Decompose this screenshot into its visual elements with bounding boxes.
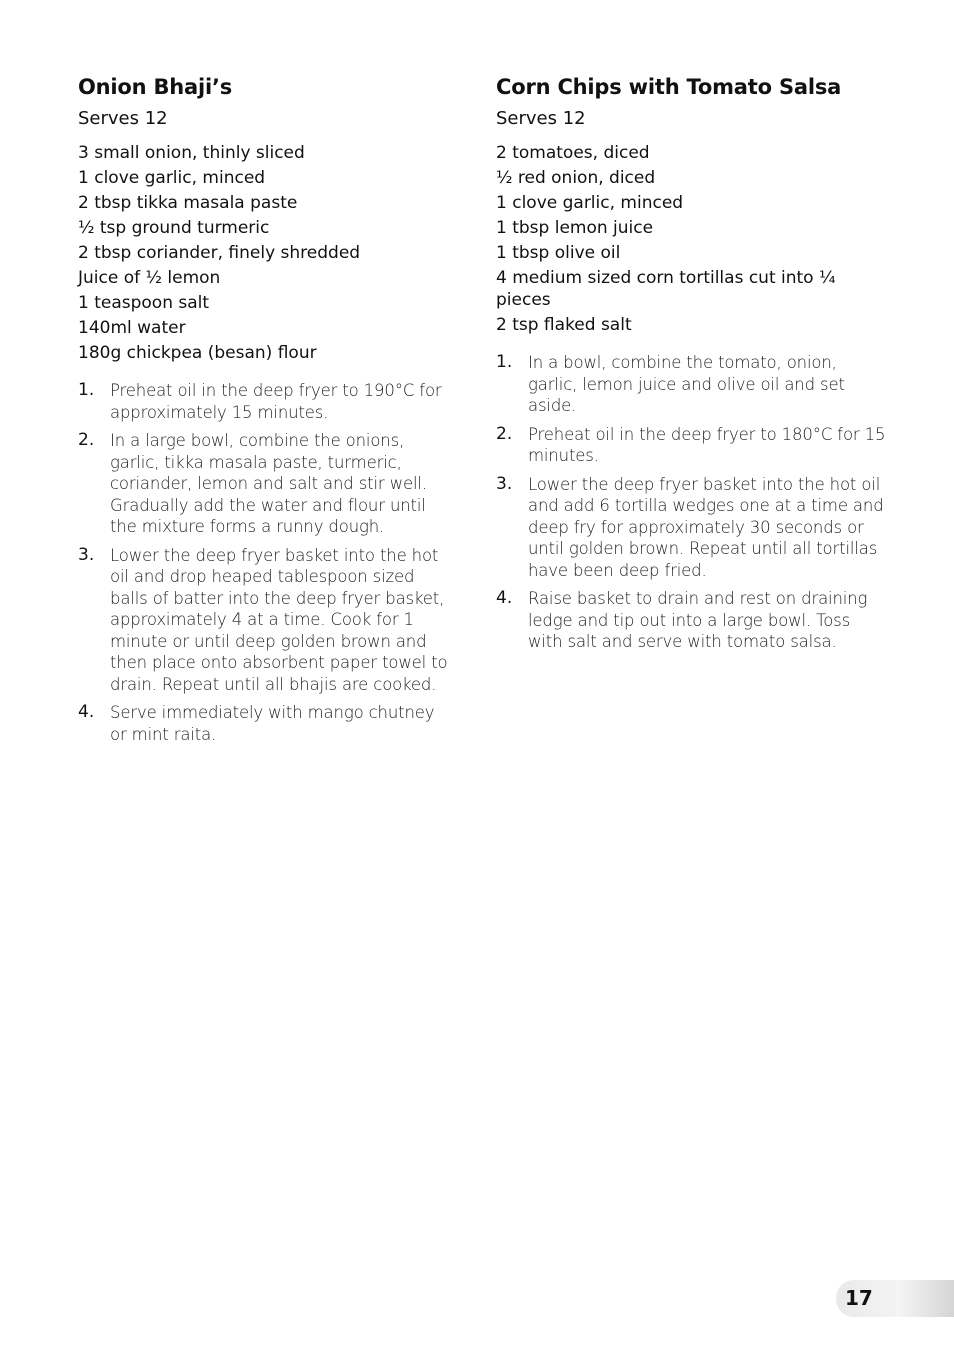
page-number: 17: [845, 1286, 873, 1310]
method-step: [496, 424, 888, 467]
ingredient-item: 1 tbsp olive oil: [496, 243, 621, 263]
ingredient-item: 2 tbsp tikka masala paste: [78, 193, 298, 213]
ingredient-item: 2 tsp flaked salt: [496, 315, 632, 335]
step-number: 3.: [496, 473, 513, 494]
method-step: [78, 545, 450, 696]
step-text: Lower the deep fryer basket into the hot oil and add 6 tortilla wedges one at a time and deep fry for approximately 30 seconds or until golden brown. Repeat until all tortillas have been deep fried.: [528, 474, 884, 580]
page-number-tab: [836, 1280, 954, 1317]
ingredient-list: [496, 142, 888, 336]
step-text: Raise basket to drain and rest on draining ledge and tip out into a large bowl. Toss with salt and serve with tomato salsa.: [528, 589, 868, 651]
method-step: [496, 474, 888, 582]
step-text: Preheat oil in the deep fryer to 190°C for approximately 15 minutes.: [110, 381, 442, 422]
ingredient-item: 140ml water: [78, 318, 186, 338]
recipe-title: Corn Chips with Tomato Salsa: [496, 75, 842, 99]
step-text: Lower the deep fryer basket into the hot oil and drop heaped tablespoon sized balls of batter into the deep fryer basket, approximately 4 at a time. Cook for 1 minute or until deep golden brown and then place onto absorbent paper towel to drain. Repeat until all bhajis are cooked.: [110, 545, 448, 694]
ingredient-item: 180g chickpea (besan) flour: [78, 343, 317, 363]
method-steps: [78, 380, 450, 745]
method-step: [496, 588, 888, 653]
method-step: [78, 380, 450, 423]
serves-label: Serves 12: [496, 108, 586, 129]
method-step: [78, 702, 450, 745]
step-number: 2.: [78, 430, 95, 450]
ingredient-item: 1 teaspoon salt: [78, 293, 210, 313]
ingredient-item: 1 clove garlic, minced: [78, 168, 266, 188]
step-text: In a bowl, combine the tomato, onion, garlic, lemon juice and olive oil and set aside.: [528, 353, 845, 415]
ingredient-item: 2 tbsp coriander, finely shredded: [78, 243, 361, 263]
ingredient-item: 1 tbsp lemon juice: [496, 218, 654, 238]
method-step: [496, 352, 888, 417]
ingredient-item: 3 small onion, thinly sliced: [78, 143, 305, 163]
step-number: 2.: [496, 423, 513, 444]
method-steps: [496, 352, 888, 653]
ingredient-item: ½ red onion, diced: [496, 168, 656, 188]
recipe-onion-bhajis: [78, 72, 450, 752]
recipe-corn-chips: [496, 72, 888, 660]
ingredient-item: 4 medium sized corn tortillas cut into ¼ pieces: [496, 268, 836, 310]
step-number: 4.: [496, 588, 513, 608]
ingredient-item: 2 tomatoes, diced: [496, 143, 650, 163]
step-text: Preheat oil in the deep fryer to 180°C for 15 minutes.: [528, 424, 886, 465]
ingredient-item: ½ tsp ground turmeric: [78, 218, 270, 238]
recipe-title: Onion Bhaji’s: [78, 75, 233, 99]
serves-label: Serves 12: [78, 108, 168, 129]
method-step: [78, 430, 450, 538]
step-text: In a large bowl, combine the onions, garlic, tikka masala paste, turmeric, coriander, lemon and salt and stir well. Gradually add the water and flour until the mixture forms a runny dough.: [110, 431, 427, 536]
step-number: 4.: [78, 702, 95, 722]
step-number: 1.: [496, 352, 513, 372]
step-number: 1.: [78, 380, 95, 400]
ingredient-list: [78, 142, 450, 364]
step-number: 3.: [78, 544, 95, 565]
ingredient-item: Juice of ½ lemon: [78, 268, 221, 288]
step-text: Serve immediately with mango chutney or mint raita.: [110, 703, 435, 744]
ingredient-item: 1 clove garlic, minced: [496, 193, 684, 213]
